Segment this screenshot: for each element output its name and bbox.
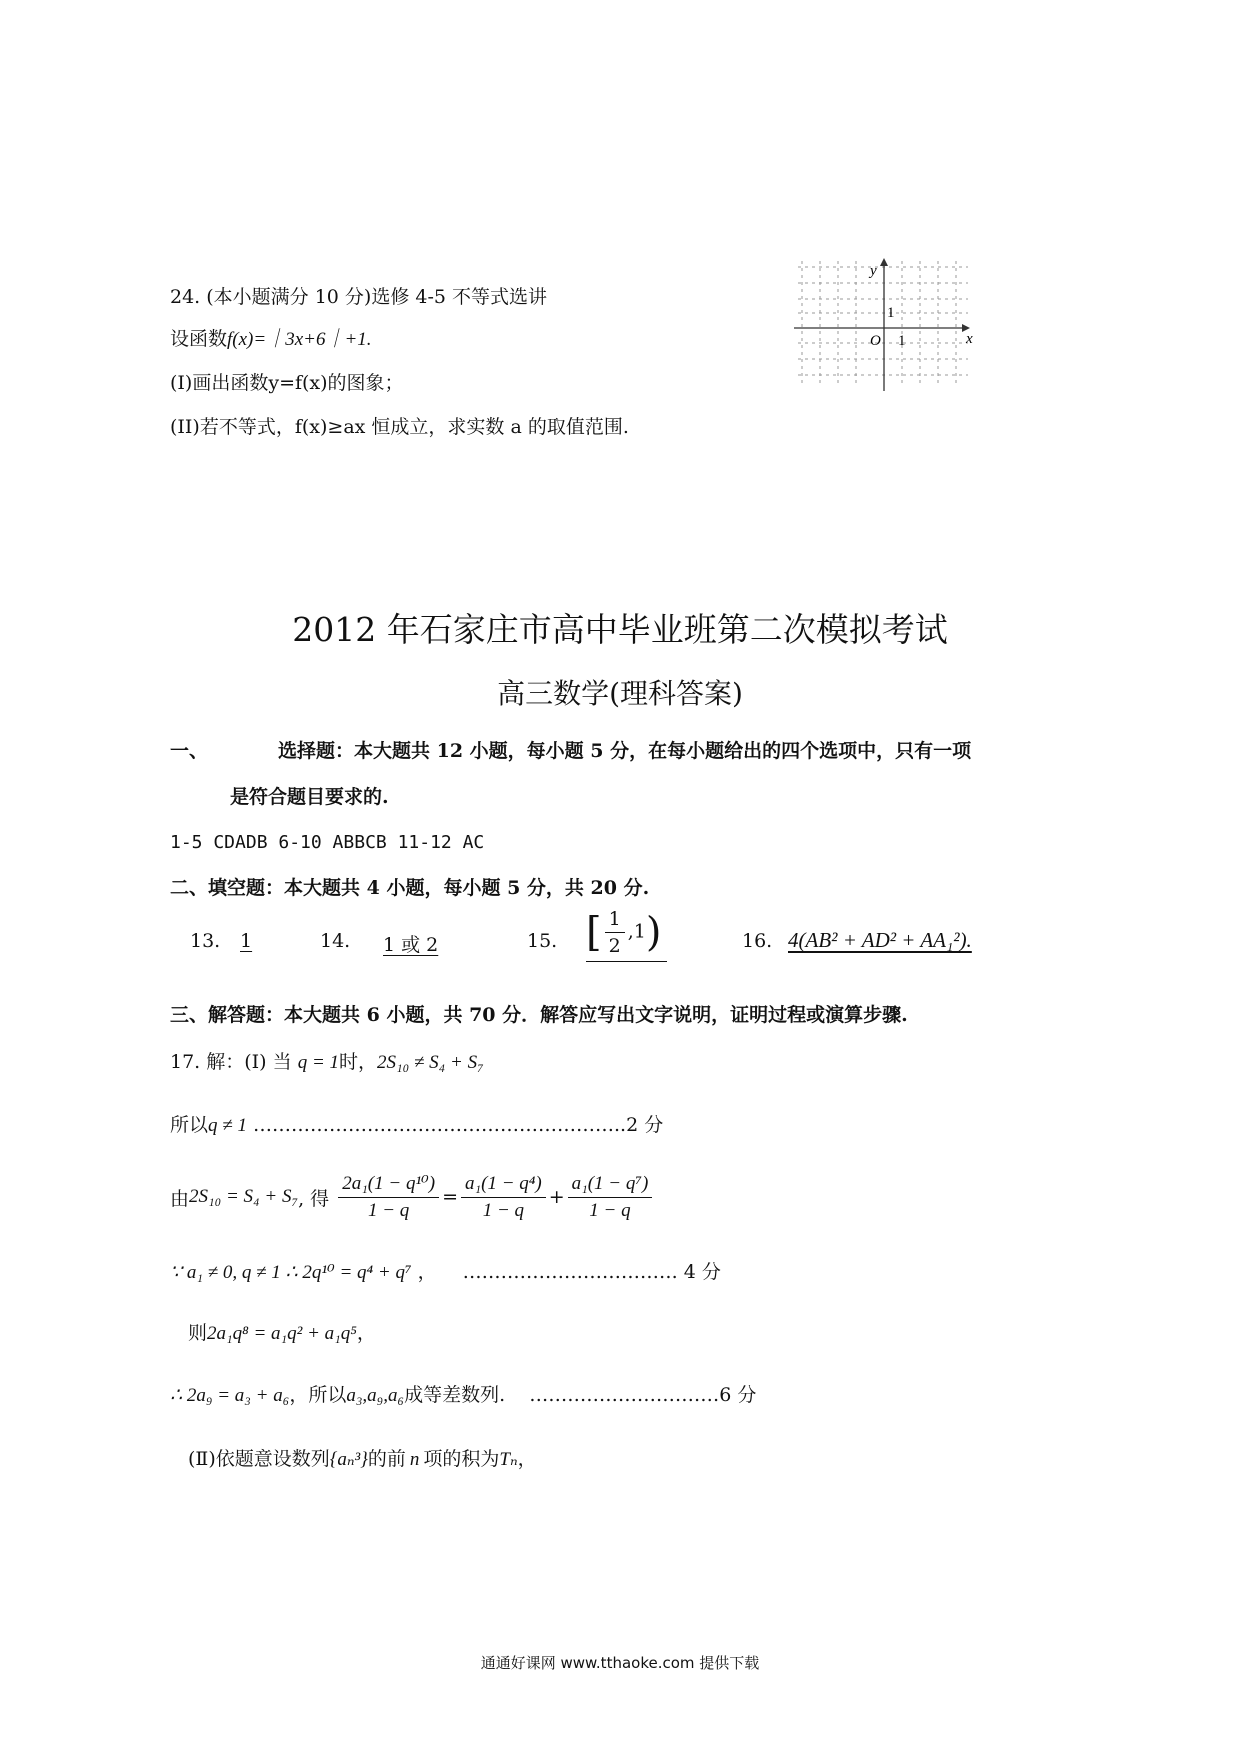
q24-part1: (I)画出函数y=f(x)的图象；	[170, 372, 404, 394]
fraction-2-denominator: 1 − q	[482, 1199, 525, 1221]
q17-line6	[170, 1380, 756, 1407]
fraction-3-numerator: a₁(1 − q⁷)	[568, 1173, 653, 1198]
fill-answer-13: 1	[240, 930, 253, 952]
q17-line2	[170, 1110, 663, 1137]
fraction-2	[461, 1173, 546, 1222]
q17-line1-math2: 2S₁₀ ≠ S₄ + S₇	[377, 1052, 484, 1073]
q17-line1-math: q = 1	[297, 1052, 340, 1073]
q17-line7-prefix: (Ⅱ)依题意设数列	[188, 1448, 330, 1470]
q17-line3-math: 2S₁₀ = S₄ + S₇	[189, 1186, 299, 1207]
q17-line6-math2: a₃,a₉,a₆	[346, 1385, 405, 1406]
q17-line4-sep: ，	[411, 1261, 437, 1283]
q17-line3	[170, 1172, 655, 1222]
fill-number-15: 15.	[527, 930, 558, 952]
choice-answers: 1-5 CDADB 6-10 ABBCB 11-12 AC	[170, 832, 485, 853]
bracket-left: [	[586, 909, 602, 956]
q17-line3-prefix: 由	[170, 1187, 190, 1210]
q17-line5-math: 2a₁q⁸ = a₁q² + a₁q⁵	[207, 1323, 357, 1344]
q17-line5-suffix: ，	[356, 1322, 376, 1344]
fraction-half	[605, 908, 625, 957]
interval-end: ,1	[627, 920, 646, 943]
q17-line6-dots: …………………………	[529, 1384, 720, 1406]
fraction-denominator: 2	[608, 935, 621, 957]
q24-heading: 24. (本小题满分 10 分)选修 4-5 不等式选讲	[170, 286, 548, 308]
q17-line7-mid: 的前	[367, 1448, 406, 1470]
fraction-3-denominator: 1 − q	[589, 1199, 631, 1221]
fill-answer-14: 1 或 2	[383, 934, 439, 956]
q17-line4-score: . 4 分	[671, 1261, 721, 1283]
footer-text: 通通好课网 www.tthaoke.com 提供下载	[480, 1654, 760, 1672]
q17-line1	[170, 1047, 484, 1074]
q17-line4-dots: ……………………………	[462, 1261, 672, 1283]
page-subtitle: 高三数学(理科答案)	[497, 677, 743, 710]
origin-label: O	[870, 333, 881, 349]
fill-number-13: 13.	[190, 930, 221, 952]
fraction-1-numerator: 2a₁(1 − q¹⁰)	[338, 1172, 439, 1198]
q17-line2-dots: …………………………………………………..	[253, 1114, 627, 1136]
q24-line1-prefix: 设函数	[170, 328, 228, 350]
section1-number: 一、	[170, 740, 209, 762]
q17-line2-prefix: 所以	[170, 1114, 209, 1136]
q17-line7-T: Tₙ	[499, 1449, 518, 1470]
q17-line4-math: ∵ a₁ ≠ 0, q ≠ 1 ∴ 2q¹⁰ = q⁴ + q⁷	[170, 1262, 412, 1283]
x-axis-label: x	[966, 331, 973, 347]
q24-line1	[170, 324, 372, 351]
equals-sign: =	[442, 1186, 459, 1208]
y-axis-label: y	[870, 263, 877, 279]
q17-line2-math: q ≠ 1	[208, 1115, 247, 1136]
q24-part2: (II)若不等式，f(x)≥ax 恒成立，求实数 a 的取值范围.	[170, 416, 629, 438]
q17-line5-prefix: 则	[188, 1322, 208, 1344]
q17-line6-score: 6 分	[719, 1384, 757, 1406]
fill-answer-16: 4(AB² + AD² + AA₁²).	[788, 928, 972, 952]
q17-line6-math: ∴ 2a₉ = a₃ + a₆	[170, 1385, 290, 1406]
fraction-1-denominator: 1 − q	[367, 1200, 410, 1221]
q17-line4	[170, 1257, 721, 1284]
q17-line1-mid: 时，	[339, 1051, 378, 1073]
fill-number-16: 16.	[742, 930, 773, 952]
q17-line7-n: n	[409, 1449, 420, 1470]
fraction-2-numerator: a₁(1 − q⁴)	[461, 1173, 546, 1198]
bracket-right: )	[645, 909, 662, 956]
section3-heading: 三、解答题：本大题共 6 小题，共 70 分．解答应写出文字说明，证明过程或演算步骤.	[170, 1004, 908, 1026]
q17-line7	[188, 1444, 537, 1471]
q24-line1-math: f(x)=｜3x+6｜+1.	[227, 329, 372, 350]
q17-line6-mid: ，所以	[289, 1384, 347, 1406]
q17-line7-suffix: ，	[517, 1448, 537, 1470]
page-title: 2012 年石家庄市高中毕业班第二次模拟考试	[292, 610, 948, 649]
q17-line1-prefix: 17. 解：(Ⅰ) 当	[170, 1051, 292, 1073]
section1-heading: 选择题：本大题共 12 小题，每小题 5 分，在每小题给出的四个选项中，只有一项	[278, 740, 972, 762]
coordinate-grid	[790, 255, 980, 395]
q17-line7-mid2: 项的积为	[423, 1448, 500, 1470]
fraction-3	[568, 1173, 653, 1222]
plus-sign: +	[548, 1186, 565, 1208]
fill-number-14: 14.	[320, 930, 351, 952]
y-one-label: 1	[887, 305, 895, 321]
q17-line3-mid: , 得	[298, 1187, 330, 1210]
fraction-numerator: 1	[605, 908, 625, 933]
q17-line6-suffix: 成等差数列.	[404, 1384, 506, 1406]
fill-answer-15	[586, 908, 667, 962]
x-one-label: 1	[898, 333, 906, 349]
q17-line5	[188, 1318, 376, 1345]
section2-heading: 二、填空题：本大题共 4 小题，每小题 5 分，共 20 分.	[170, 877, 650, 899]
q17-line2-score: 2 分	[626, 1114, 664, 1136]
q17-line7-math: {aₙ³}	[329, 1449, 368, 1470]
fraction-1	[338, 1172, 439, 1222]
section1-heading-cont: 是符合题目要求的.	[230, 786, 389, 808]
